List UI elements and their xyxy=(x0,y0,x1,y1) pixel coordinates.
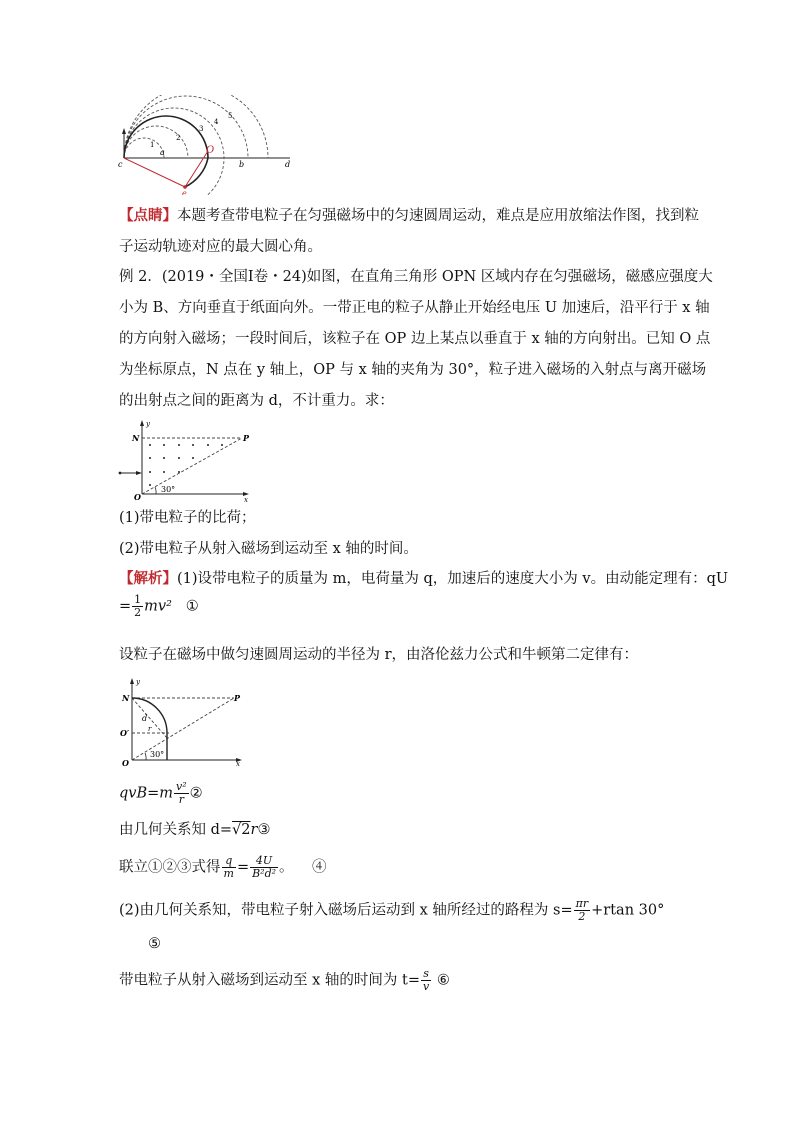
fig2-label-x: x xyxy=(244,496,248,502)
eq1-denominator: 2 xyxy=(134,606,142,619)
eq6-numerator: s xyxy=(421,968,431,981)
fig3-label-y: y xyxy=(136,678,140,686)
eq4-left-denominator: m xyxy=(223,867,234,880)
analysis-line-1 xyxy=(119,569,728,589)
eq4-prefix: 联立①②③式得 xyxy=(119,859,221,876)
analysis-tag: 【解析】 xyxy=(119,570,177,587)
analysis-line-2: 设粒子在磁场中做匀速圆周运动的半径为 r，由洛伦兹力公式和牛顿第二定律有： xyxy=(119,647,639,663)
eq5-numerator: πr xyxy=(575,897,589,910)
fig3-label-P: P xyxy=(234,693,241,703)
fig1-label-e: e xyxy=(182,189,187,195)
fig1-label-b: b xyxy=(239,160,245,169)
eq2-numerator: v² xyxy=(176,780,187,793)
example2-line-5: 的出射点之间的距离为 d，不计重力。求： xyxy=(119,393,394,409)
fig2-label-P: P xyxy=(243,433,250,443)
analysis-text-6: 带电粒子从射入磁场到运动至 x 轴的时间为 t= xyxy=(119,972,420,989)
fig2-label-N: N xyxy=(132,433,140,443)
eq4-suffix: 。 xyxy=(279,859,294,876)
fig1-label-4: 4 xyxy=(214,118,219,126)
eq5-mark: ⑤ xyxy=(148,936,161,952)
eq2-fraction xyxy=(174,781,189,806)
equation-4 xyxy=(119,855,326,880)
figure-triangle-region xyxy=(112,416,257,502)
eq2-mark: ② xyxy=(189,785,203,802)
eq4-right-numerator: 4U xyxy=(250,855,278,868)
fig3-label-angle: 30° xyxy=(150,750,165,759)
fig3-label-x: x xyxy=(236,760,240,768)
example2-line-1: 例 2．(2019・全国Ⅰ卷・24)如图，在直角三角形 OPN 区域内存在匀强磁场，磁感应强度大 xyxy=(119,269,713,285)
eq5-fraction xyxy=(574,898,591,923)
fig1-label-3: 3 xyxy=(199,125,204,133)
eq1-fraction xyxy=(132,594,143,619)
eq4-left-numerator: q xyxy=(222,855,236,868)
analysis-text-5: (2)由几何关系知，带电粒子射入磁场后运动到 x 轴所经过的路程为 s= xyxy=(119,902,573,919)
comment-line-1 xyxy=(119,206,699,226)
eq1-suffix: mv² xyxy=(144,598,172,615)
fig3-label-O: O xyxy=(122,758,129,768)
eq3-sqrt: √2 xyxy=(232,822,251,838)
fig1-label-a: a xyxy=(160,148,165,157)
fig1-label-d: d xyxy=(285,160,291,169)
eq4-right-denominator: B²d² xyxy=(252,867,277,880)
fig3-label-N: N xyxy=(122,693,130,703)
fig1-label-c: c xyxy=(118,160,123,169)
eq3-suffix: r xyxy=(250,822,258,838)
fig1-label-5: 5 xyxy=(228,112,233,120)
fig2-label-O: O xyxy=(134,492,141,502)
eq2-prefix: qvB=m xyxy=(119,785,174,802)
question-1: (1)带电粒子的比荷； xyxy=(119,510,256,526)
analysis-text-1: (1)设带电粒子的质量为 m，电荷量为 q，加速后的速度大小为 v。由动能定理有：qU xyxy=(177,571,729,587)
fig2-label-y: y xyxy=(146,420,150,428)
question-2: (2)带电粒子从射入磁场到运动至 x 轴的时间。 xyxy=(119,541,418,557)
eq1-prefix: = xyxy=(119,598,132,615)
eq3-prefix: 由几何关系知 d= xyxy=(119,822,233,838)
eq4-right-fraction xyxy=(250,855,278,880)
eq4-left-fraction xyxy=(222,855,236,880)
eq4-equals: = xyxy=(236,859,250,876)
fig1-label-O: O xyxy=(206,145,215,156)
figure-trajectories xyxy=(110,95,300,195)
fig3-label-O1: O′ xyxy=(120,728,130,738)
figure-trajectory-solution xyxy=(112,676,252,768)
comment-text-1: 本题考查带电粒子在匀强磁场中的匀速圆周运动，难点是应用放缩法作图，找到粒 xyxy=(177,208,699,224)
eq6-fraction xyxy=(421,968,431,993)
example2-line-2: 小为 B、方向垂直于纸面向外。一带正电的粒子从静止开始经电压 U 加速后，沿平行于 x 轴 xyxy=(119,300,710,316)
eq6-denominator: v xyxy=(422,980,430,993)
analysis-line-5 xyxy=(119,898,664,923)
fig3-label-d: d xyxy=(142,714,148,723)
comment-tag: 【点睛】 xyxy=(119,207,177,224)
eq5-suffix: +rtan 30° xyxy=(591,902,665,919)
eq4-mark: ④ xyxy=(311,859,327,876)
comment-line-2: 子运动轨迹对应的最大圆心角。 xyxy=(119,239,322,255)
analysis-line-6 xyxy=(119,968,450,993)
equation-1 xyxy=(119,594,199,619)
eq1-numerator: 1 xyxy=(134,593,142,606)
example2-line-3: 的方向射入磁场；一段时间后，该粒子在 OP 边上某点以垂直于 x 轴的方向射出。已知 O 点 xyxy=(119,331,711,347)
example2-line-4: 为坐标原点，N 点在 y 轴上，OP 与 x 轴的夹角为 30°，粒子进入磁场的入射点与离开磁场 xyxy=(119,362,707,378)
eq1-mark: ① xyxy=(185,598,199,615)
eq5-mark-line xyxy=(148,934,161,954)
eq5-denominator: 2 xyxy=(578,910,586,923)
eq2-denominator: r xyxy=(178,793,184,806)
equation-2 xyxy=(119,781,203,806)
eq6-mark: ⑥ xyxy=(436,972,450,989)
fig2-label-angle: 30° xyxy=(161,485,176,494)
eq3-mark: ③ xyxy=(257,822,271,838)
fig1-label-1: 1 xyxy=(150,141,155,149)
fig3-label-r: r xyxy=(148,725,152,733)
equation-3 xyxy=(119,820,270,840)
fig1-label-2: 2 xyxy=(176,134,181,142)
